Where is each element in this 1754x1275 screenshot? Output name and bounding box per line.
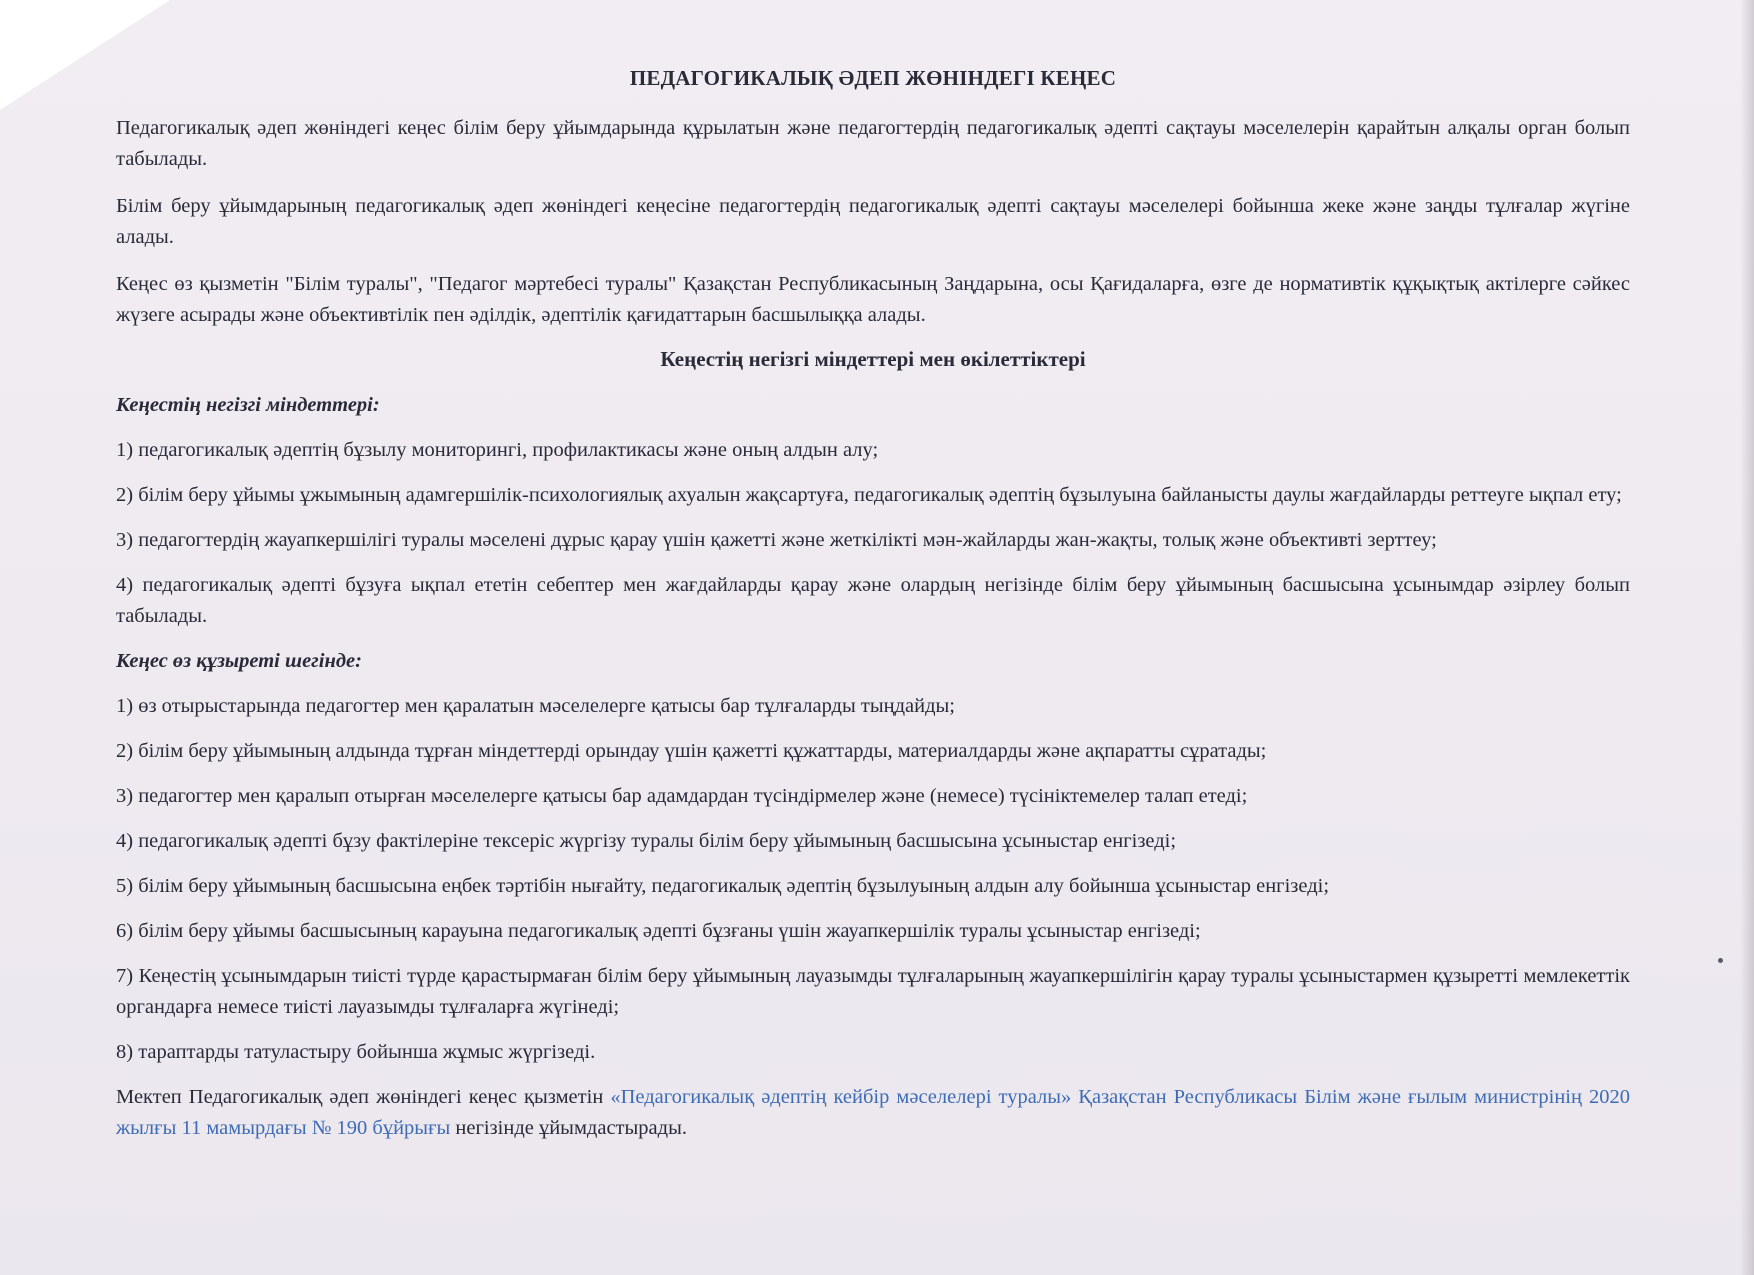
closing-paragraph [116,1082,1630,1144]
power-item: 7) Кеңестің ұсынымдарын тиісті түрде қарастырмаған білім беру ұйымының лауазымды тұлғаларының жауапкершілігін қарау туралы ұсыныстармен құзыретті мемлекеттік органдарға немесе тиісті лауазымды тұлғаларға жүгінеді; [116,965,1630,1018]
power-item: 3) педагогтер мен қаралып отырған мәселелерге қатысы бар адамдардан түсіндірмелер және (немесе) түсініктемелер талап етеді; [116,785,1248,807]
document-title: ПЕДАГОГИКАЛЫҚ ӘДЕП ЖӨНІНДЕГІ КЕҢЕС [629,66,1117,90]
closing-text-after: негізінде ұйымдастырады. [450,1117,687,1139]
power-item: 8) тараптарды татуластыру бойынша жұмыс жүргізеді. [116,1041,596,1063]
powers-heading: Кеңес өз құзыреті шегінде: [116,650,362,672]
tasks-heading: Кеңестің негізгі міндеттері: [116,394,380,416]
intro-paragraph-2: Білім беру ұйымдарының педагогикалық әдеп жөніндегі кеңесіне педагогтердің педагогикалық әдепті сақтауы мәселелері бойынша жеке және заңды тұлғалар жүгіне алады. [116,195,1630,248]
task-item: 4) педагогикалық әдепті бұзуға ықпал ететін себептер мен жағдайларды қарау және олардың негізінде білім беру ұйымының басшысына ұсынымдар әзірлеу болып табылады. [116,574,1630,627]
power-item: 1) өз отырыстарында педагогтер мен қаралатын мәселелерге қатысы бар тұлғаларды тыңдайды; [116,695,955,717]
section-title: Кеңестің негізгі міндеттері мен өкілеттіктері [660,347,1086,371]
closing-text-before: Мектеп Педагогикалық әдеп жөніндегі кеңес қызметін [116,1086,611,1108]
intro-paragraph-3: Кеңес өз қызметін "Білім туралы", "Педагог мәртебесі туралы" Қазақстан Республикасының Заңдарына, осы Қағидаларға, өзге де нормативтік құқықтық актілерге сәйкес жүзеге асырады және объективтілік пен әділдік, әдептілік қағидаттарын басшылыққа алады. [116,273,1630,326]
task-item: 1) педагогикалық әдептің бұзылу мониторингі, профилактикасы және оның алдын алу; [116,439,879,461]
power-item: 2) білім беру ұйымының алдында тұрған міндеттерді орындау үшін қажетті құжаттарды, материалдарды және ақпаратты сұратады; [116,740,1267,762]
power-item: 5) білім беру ұйымының басшысына еңбек тәртібін нығайту, педагогикалық әдептің бұзылуының алдын алу бойынша ұсыныстар енгізеді; [116,875,1330,897]
order-reference-link[interactable]: «Педагогикалық әдептің кейбір мәселелері туралы» Қазақстан Республикасы Білім және ғылым министрінің 2020 жылғы 11 мамырдағы № 190 бұйрығы [116,1086,1630,1139]
intro-paragraph-1: Педагогикалық әдеп жөніндегі кеңес білім беру ұйымдарында құрылатын және педагогтердің педагогикалық әдепті сақтауы мәселелерін қарайтын алқалы орган болып табылады. [116,117,1630,170]
power-item: 4) педагогикалық әдепті бұзу фактілеріне тексеріс жүргізу туралы білім беру ұйымының басшысына ұсыныстар енгізеді; [116,830,1177,852]
power-item: 6) білім беру ұйымы басшысының карауына педагогикалық әдепті бұзғаны үшін жауапкершілік туралы ұсыныстар енгізеді; [116,920,1201,942]
page-edge-shadow [1740,0,1754,1275]
task-item: 2) білім беру ұйымы ұжымының адамгершілік-психологиялық ахуалын жақсартуға, педагогикалық әдептің бұзылуына байланысты даулы жағдайларды реттеуге ықпал ету; [116,484,1622,506]
task-item: 3) педагогтердің жауапкершілігі туралы мәселені дұрыс қарау үшін қажетті және жеткілікті мән-жайларды жан-жақты, толық және объективті зерттеу; [116,529,1437,551]
scan-speck [1718,958,1723,963]
document-body [116,66,1630,1160]
